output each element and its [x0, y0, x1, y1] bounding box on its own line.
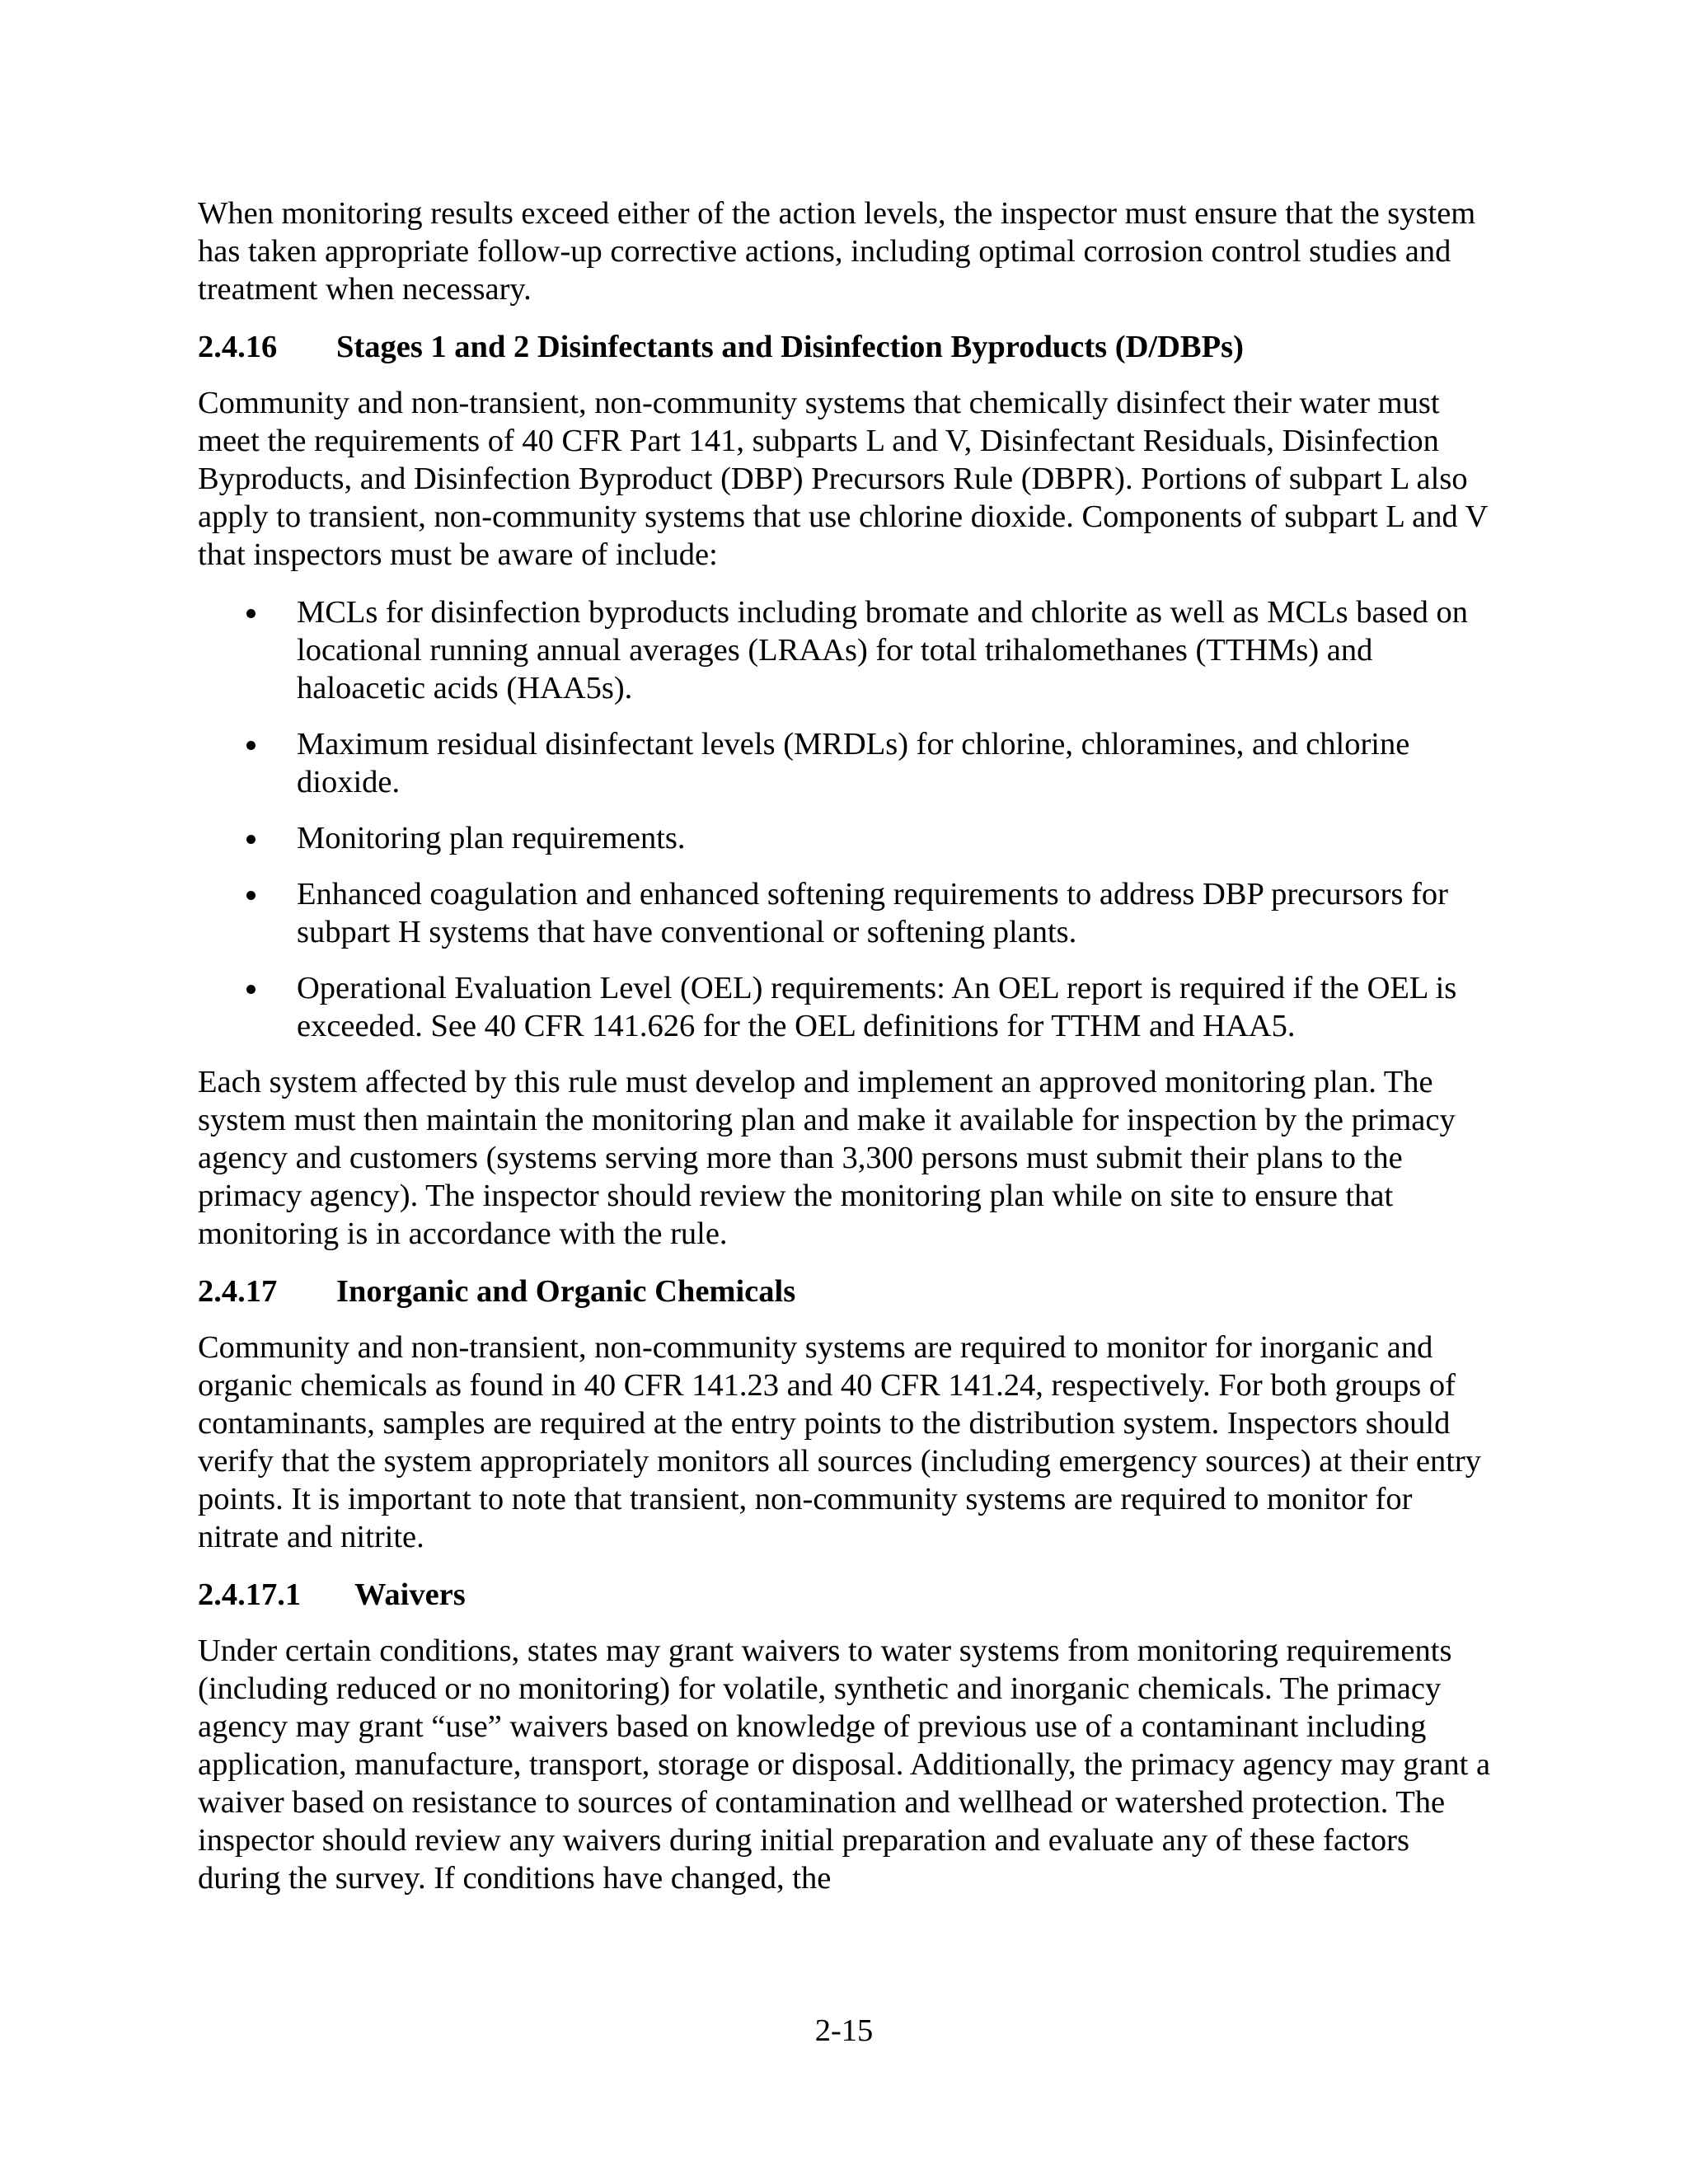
section-number: 2.4.16 — [198, 330, 278, 364]
list-item-text: Operational Evaluation Level (OEL) requirements: An OEL report is required if the OEL is exceeded. See 40 CFR 141.626 for the OEL definitions for TTHM and HAA5. — [297, 971, 1457, 1043]
section-heading-2-4-16 — [198, 328, 1498, 366]
list-item-text: Enhanced coagulation and enhanced softening requirements to address DBP precursors for subpart H systems that have conventional or softening plants. — [297, 877, 1448, 949]
section-2-4-17-paragraph: Community and non-transient, non-community systems are required to monitor for inorganic and organic chemicals as found in 40 CFR 141.23 and 40 CFR 141.24, respectively. For both groups of contaminants, samples are required at the entry points to the distribution system. Inspectors should verify that the system appropriately monitors all sources (including emergency sources) at their entry points. It is important to note that transient, non-community systems are required to monitor for nitrate and nitrite. — [198, 1330, 1481, 1554]
section-title: Stages 1 and 2 Disinfectants and Disinfection Byproducts (D/DBPs) — [336, 330, 1244, 364]
bullet-icon — [246, 741, 256, 750]
section-title: Inorganic and Organic Chemicals — [336, 1274, 796, 1309]
section-number: 2.4.17 — [198, 1274, 278, 1309]
bullet-icon — [246, 835, 256, 844]
list-item-text: Maximum residual disinfectant levels (MRDLs) for chlorine, chloramines, and chlorine dioxide. — [297, 727, 1410, 799]
section-2-4-17-1-paragraph: Under certain conditions, states may grant waivers to water systems from monitoring requirements (including reduced or no monitoring) for volatile, synthetic and inorganic chemicals. The primacy agency may grant “use” waivers based on knowledge of previous use of a contaminant including application, manufacture, transport, storage or disposal. Additionally, the primacy agency may grant a waiver based on resistance to sources of contamination and wellhead or watershed protection. The inspector should review any waivers during initial preparation and evaluate any of these factors during the survey. If conditions have changed, the — [198, 1633, 1491, 1896]
section-2-4-16-paragraph: Community and non-transient, non-community systems that chemically disinfect their water must meet the requirements of 40 CFR Part 141, subparts L and V, Disinfectant Residuals, Disinfection Byproducts, and Disinfection Byproduct (DBP) Precursors Rule (DBPR). Portions of subpart L also apply to transient, non-community systems that use chlorine dioxide. Components of subpart L and V that inspectors must be aware of include: — [198, 386, 1488, 572]
section-heading-2-4-17 — [198, 1272, 1498, 1310]
bullet-icon — [246, 985, 256, 994]
list-item — [198, 969, 1498, 1045]
section-number: 2.4.17.1 — [198, 1577, 302, 1612]
list-item — [198, 593, 1498, 707]
section-heading-2-4-17-1 — [198, 1576, 1498, 1614]
bullet-icon — [246, 891, 256, 900]
page-body — [198, 194, 1498, 1917]
section-title: Waivers — [354, 1577, 466, 1612]
section-2-4-16-closing-paragraph: Each system affected by this rule must develop and implement an approved monitoring plan. The system must then maintain the monitoring plan and make it available for inspection by the primacy agency and customers (systems serving more than 3,300 persons must submit their plans to the primacy agency). The inspector should review the monitoring plan while on site to ensure that monitoring is in accordance with the rule. — [198, 1065, 1456, 1251]
page-number: 2-15 — [814, 2013, 874, 2048]
bullet-list — [198, 593, 1498, 1045]
list-item-text: MCLs for disinfection byproducts including bromate and chlorite as well as MCLs based on locational running annual averages (LRAAs) for total trihalomethanes (TTHMs) and haloacetic acids (HAA5s). — [297, 595, 1469, 705]
list-item — [198, 725, 1498, 801]
intro-paragraph: When monitoring results exceed either of the action levels, the inspector must ensure that the system has taken appropriate follow-up corrective actions, including optimal corrosion control studies and treatment when necessary. — [198, 196, 1476, 307]
list-item-text: Monitoring plan requirements. — [297, 821, 686, 855]
list-item — [198, 819, 1498, 857]
bullet-icon — [246, 609, 256, 618]
list-item — [198, 875, 1498, 951]
